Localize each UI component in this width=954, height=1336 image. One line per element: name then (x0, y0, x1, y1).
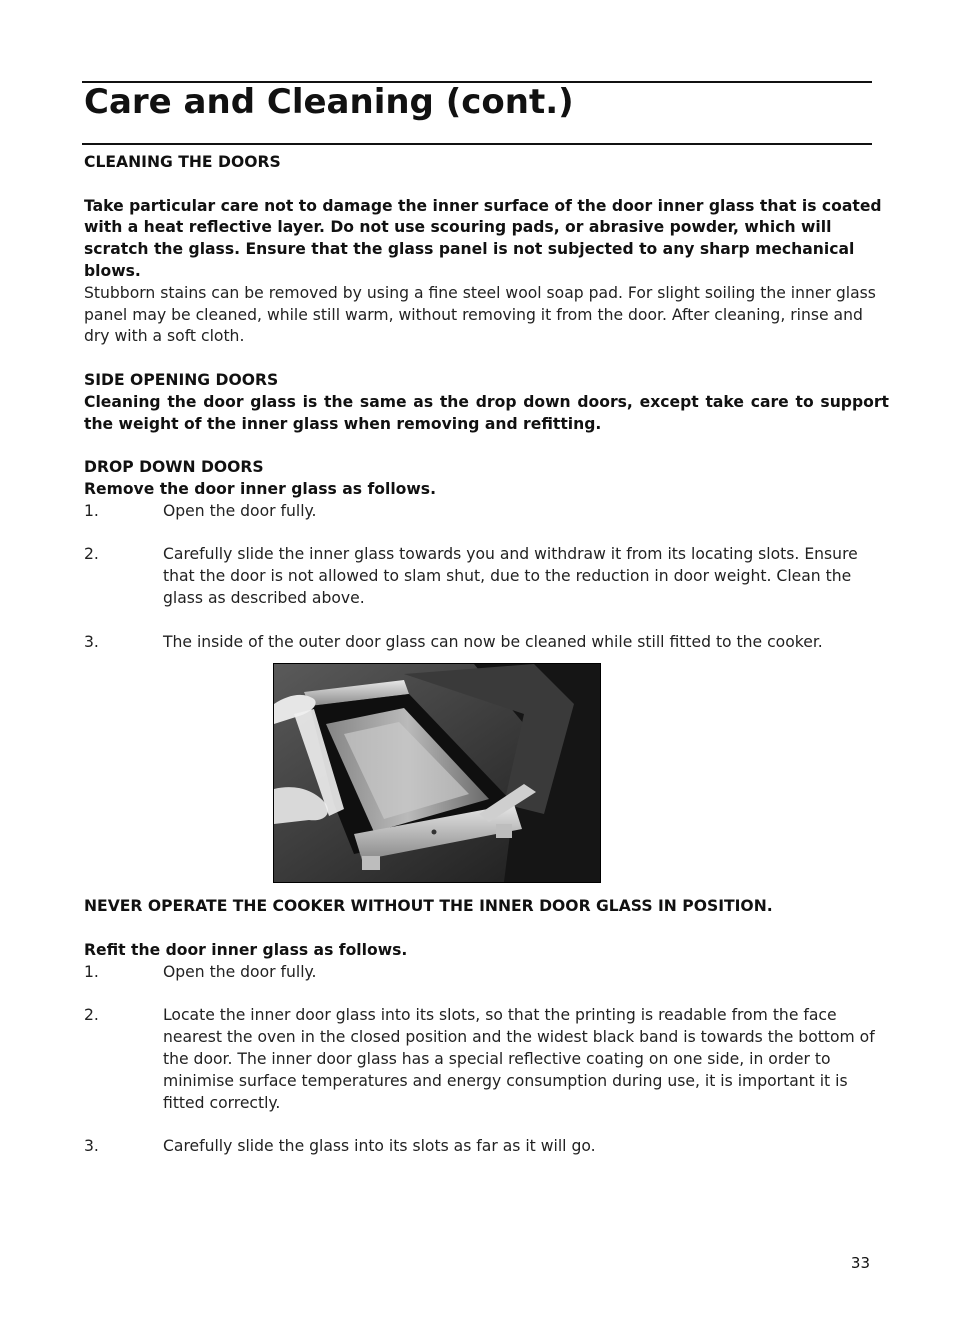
step-text: Carefully slide the inner glass towards you and withdraw it from its locating slots. Ensure that the door is not allowed to slam shut, due to the reduction in door weight. Clean the glass as described above. (163, 545, 858, 607)
cleaning-body: Stubborn stains can be removed by using a fine steel wool soap pad. For slight soiling the inner glass panel may be cleaned, while still warm, without removing it from the door. After cleaning, rinse and dry with a soft cloth. (84, 283, 876, 346)
heading-cleaning-doors: CLEANING THE DOORS (84, 153, 281, 171)
remove-step (84, 501, 889, 523)
step-text: Carefully slide the glass into its slots as far as it will go. (163, 1137, 596, 1156)
step-number: 3. (84, 1137, 99, 1156)
title-underline (82, 143, 872, 145)
remove-step (84, 632, 889, 654)
cleaning-warning: Take particular care not to damage the inner surface of the door inner glass that is coated with a heat reflective layer. Do not use scouring pads, or abrasive powder, which will scratch the glass. Ensure that the glass panel is not subjected to any sharp mechanical blows. (84, 196, 882, 280)
refit-step (84, 1005, 889, 1114)
door-glass-photo (273, 663, 601, 883)
door-glass-illustration (274, 664, 600, 882)
never-operate-warning: NEVER OPERATE THE COOKER WITHOUT THE INNER DOOR GLASS IN POSITION. (84, 897, 773, 916)
page-number: 33 (850, 1254, 870, 1272)
step-number: 3. (84, 632, 99, 651)
step-text: Open the door fully. (163, 962, 317, 981)
page-content (84, 152, 889, 1158)
refit-step (84, 962, 889, 984)
remove-intro: Remove the door inner glass as follows. (84, 479, 436, 498)
heading-drop-down: DROP DOWN DOORS (84, 458, 264, 477)
step-text: Open the door fully. (163, 501, 317, 520)
step-number: 1. (84, 501, 99, 520)
step-number: 2. (84, 1006, 99, 1025)
remove-step (84, 544, 889, 609)
step-number: 2. (84, 545, 99, 564)
step-text: Locate the inner door glass into its slots, so that the printing is readable from the face nearest the oven in the closed position and the widest black band is towards the bottom of the door. The inner door glass has a special reflective coating on one side, in order to minimise surface temperatures and energy consumption during use, it is important it is fitted correctly. (163, 1006, 875, 1112)
refit-intro: Refit the door inner glass as follows. (84, 940, 408, 959)
side-opening-body: Cleaning the door glass is the same as the drop down doors, except take care to support the weight of the inner glass when removing and refitting. (84, 392, 889, 433)
refit-step (84, 1136, 889, 1158)
heading-side-opening: SIDE OPENING DOORS (84, 370, 279, 389)
step-number: 1. (84, 962, 99, 981)
step-text: The inside of the outer door glass can now be cleaned while still fitted to the cooker. (163, 632, 823, 651)
page-title: Care and Cleaning (cont.) (84, 82, 574, 122)
